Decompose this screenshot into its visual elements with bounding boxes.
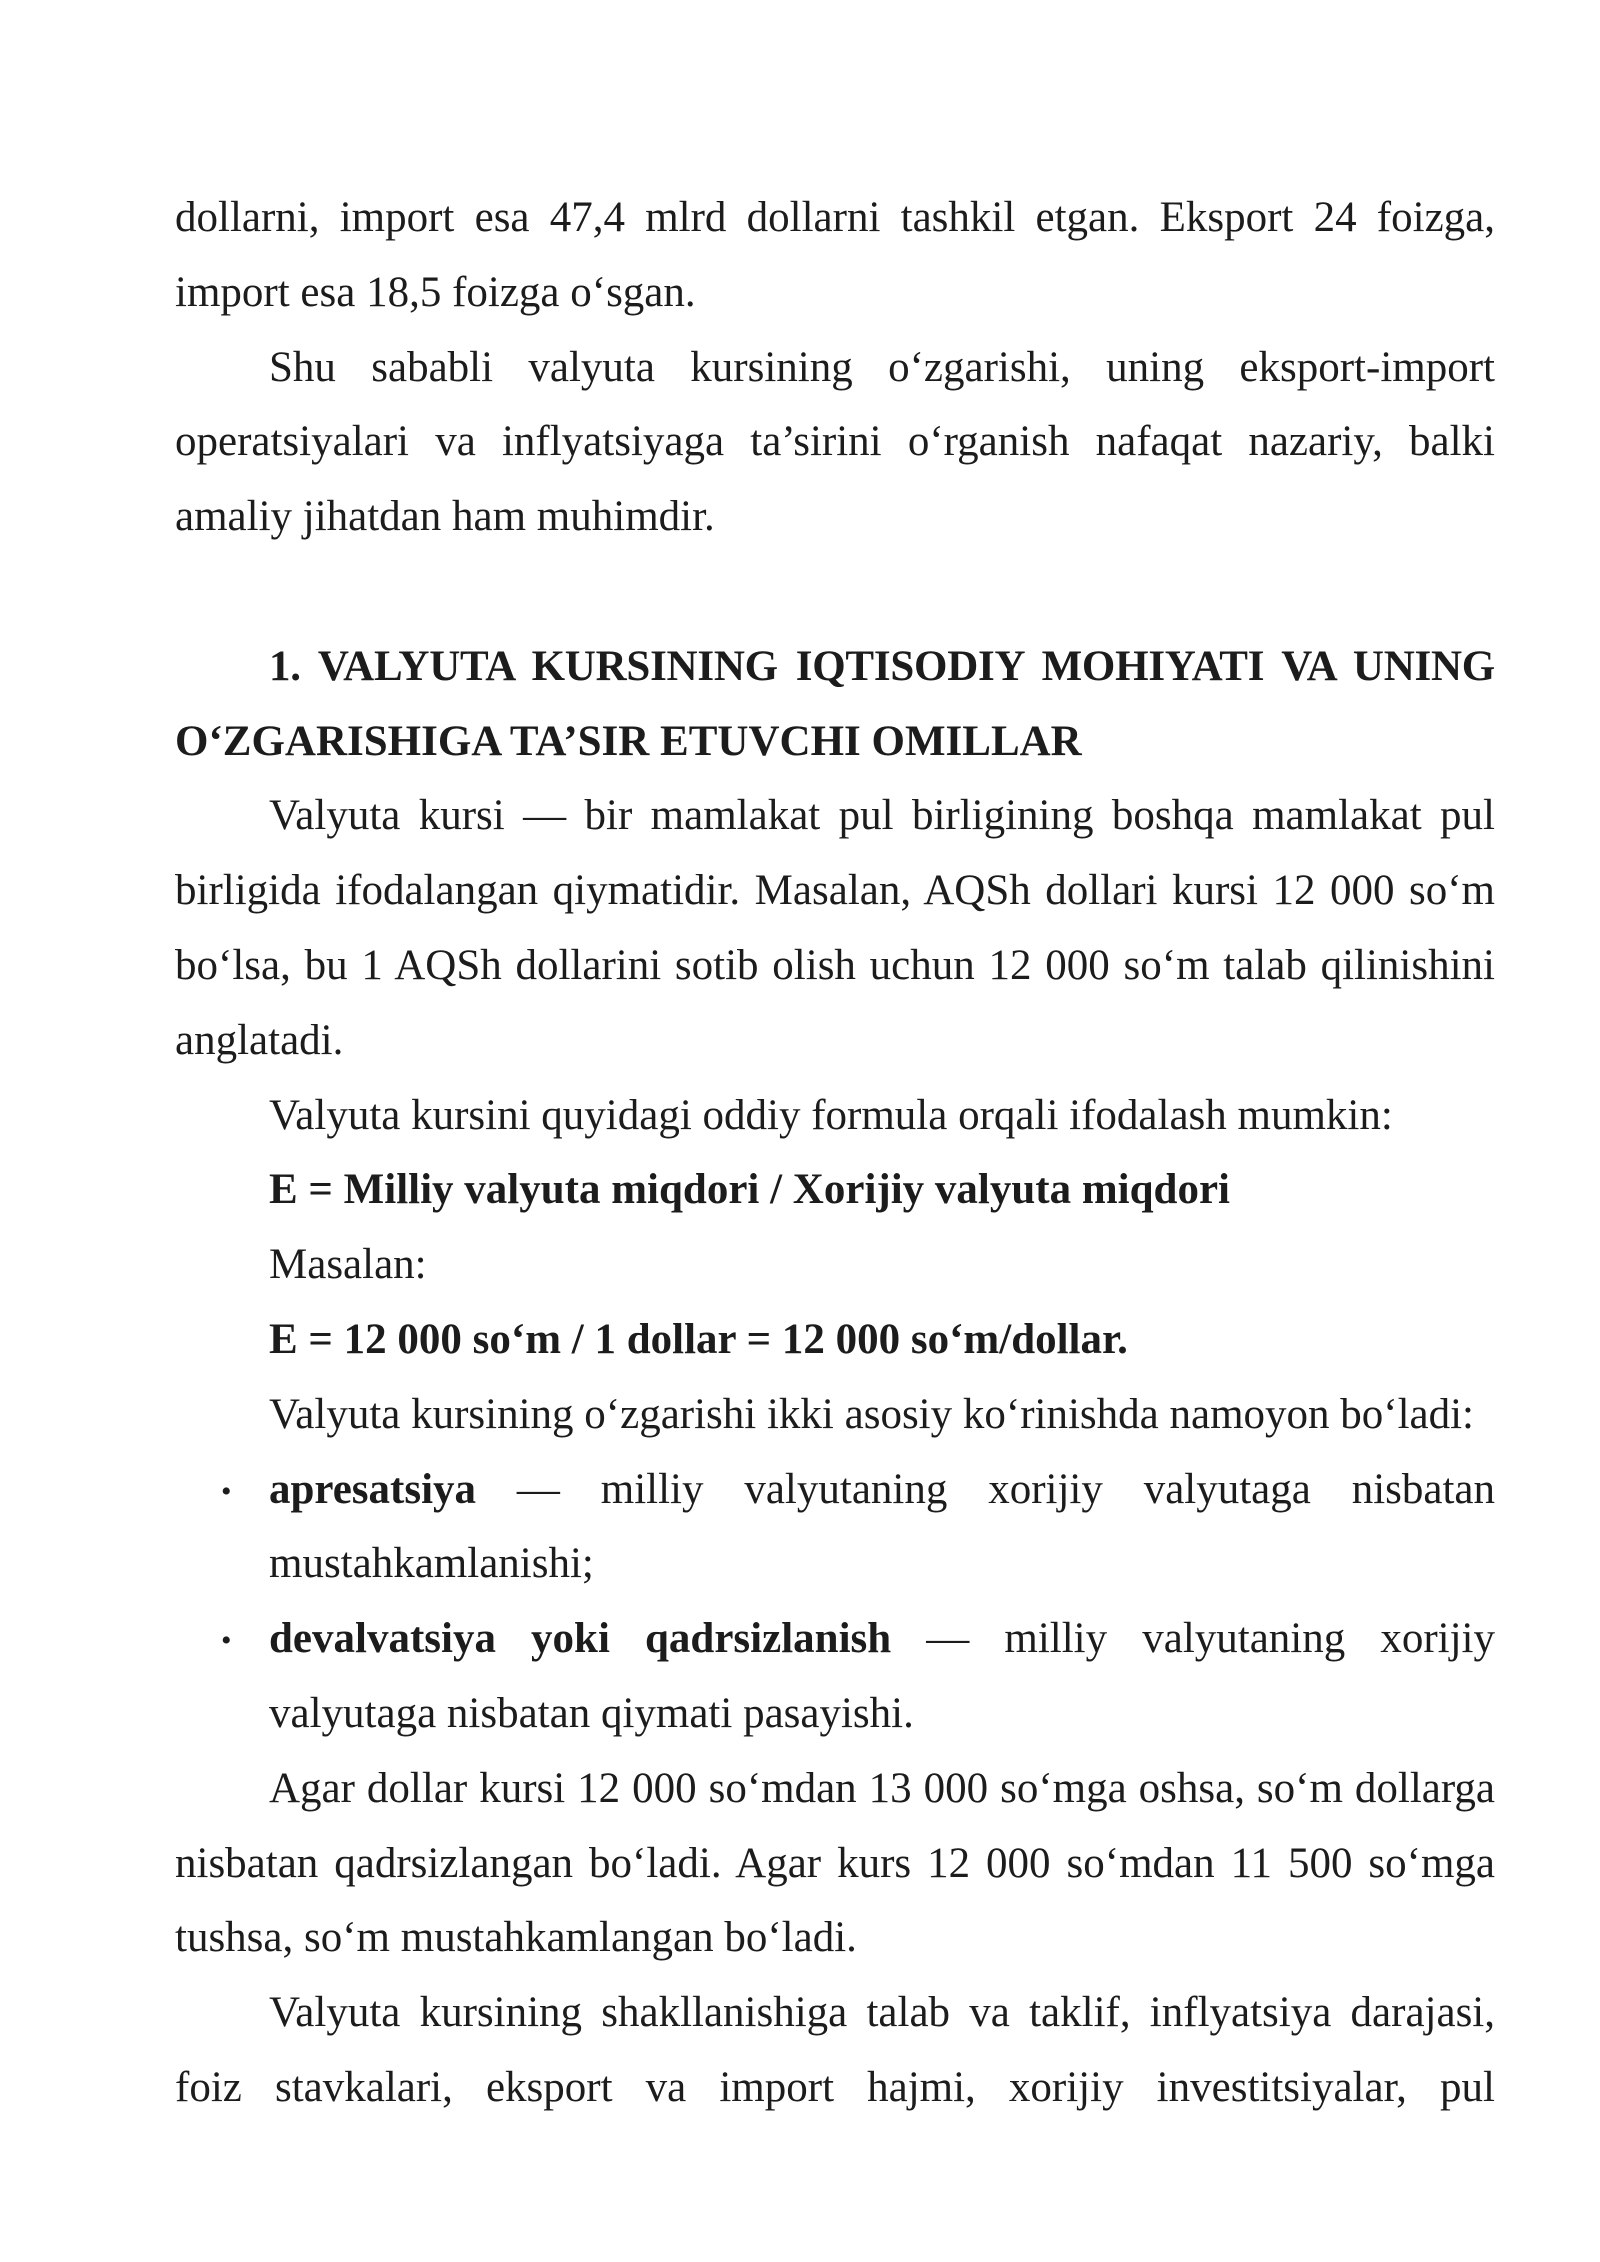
example-formula: E = 12 000 so‘m / 1 dollar = 12 000 so‘m/dollar. [269,1315,1128,1363]
factors-paragraph-line: foiz stavkalari, eksport va import hajmi, xorijiy investitsiyalar, pul [175,2063,1495,2111]
section-heading-line: O‘ZGARISHIGA TA’SIR ETUVCHI OMILLAR [175,717,1082,765]
factors-paragraph [175,1976,1495,2126]
example-paragraph-line: tushsa, so‘m mustahkamlangan bo‘ladi. [175,1914,857,1962]
bullet-marker: • [221,1474,232,1508]
definition-paragraph-line: Valyuta kursi — bir mamlakat pul birligining boshqa mamlakat pul [269,792,1495,840]
relevance-paragraph-line: amaliy jihatdan ham muhimdir. [175,493,715,541]
bullet-item-continuation: valyutaga nisbatan qiymati pasayishi. [269,1689,914,1737]
forms-intro: Valyuta kursining o‘zgarishi ikki asosiy ko‘rinishda namoyon bo‘ladi: [269,1390,1475,1438]
relevance-paragraph [175,331,1495,555]
section-heading [175,630,1495,780]
intro-paragraph-line: dollarni, import esa 47,4 mlrd dollarni tashkil etgan. Eksport 24 foizga, [175,194,1495,241]
factors-paragraph-line: Valyuta kursining shakllanishiga talab va taklif, inflyatsiya darajasi, [269,1989,1495,2037]
definition-paragraph-line: bo‘lsa, bu 1 AQSh dollarini sotib olish uchun 12 000 so‘m talab qilinishini [175,941,1495,989]
definition-paragraph-line: birligida ifodalangan qiymatidir. Masalan, AQSh dollari kursi 12 000 so‘m [175,867,1495,915]
definition-paragraph [175,779,1495,1078]
example-paragraph [175,1752,1495,1976]
bullet-term: devalvatsiya yoki qadrsizlanish [269,1615,892,1663]
example-paragraph-line: Agar dollar kursi 12 000 so‘mdan 13 000 so‘mga oshsa, so‘m dollarga [269,1764,1495,1812]
bullet-item-line [175,1602,1495,1677]
bullet-definition: — milliy valyutaning xorijiy valyutaga nisbatan [516,1465,1496,1513]
bullet-definition: — milliy valyutaning xorijiy [926,1615,1496,1663]
intro-paragraph [175,181,1495,331]
relevance-paragraph-line: Shu sababli valyuta kursining o‘zgarishi, uning eksport-import [269,343,1495,391]
bullet-item-continuation: mustahkamlanishi; [269,1540,594,1588]
relevance-paragraph-line: operatsiyalari va inflyatsiyaga ta’sirini o‘rganish nafaqat nazariy, balki [175,418,1495,466]
bullet-term: apresatsiya [269,1465,477,1513]
example-label: Masalan: [269,1241,427,1289]
exchange-rate-formula: E = Milliy valyuta miqdori / Xorijiy valyuta miqdori [269,1166,1230,1214]
bullet-marker: • [221,1624,232,1658]
bullet-list [175,1453,1495,1752]
example-paragraph-line: nisbatan qadrsizlangan bo‘ladi. Agar kurs 12 000 so‘mdan 11 500 so‘mga [175,1839,1495,1887]
definition-paragraph-line: anglatadi. [175,1016,344,1064]
bullet-item-appreciation [175,1453,1495,1603]
document-page [175,181,1495,2126]
section-heading-line: 1. VALYUTA KURSINING IQTISODIY MOHIYATI VA UNING [269,642,1495,690]
intro-paragraph-line: import esa 18,5 foizga o‘sgan. [175,268,696,316]
bullet-item-line [175,1453,1495,1528]
formula-intro: Valyuta kursini quyidagi oddiy formula orqali ifodalash mumkin: [269,1091,1393,1139]
bullet-item-devaluation [175,1602,1495,1752]
